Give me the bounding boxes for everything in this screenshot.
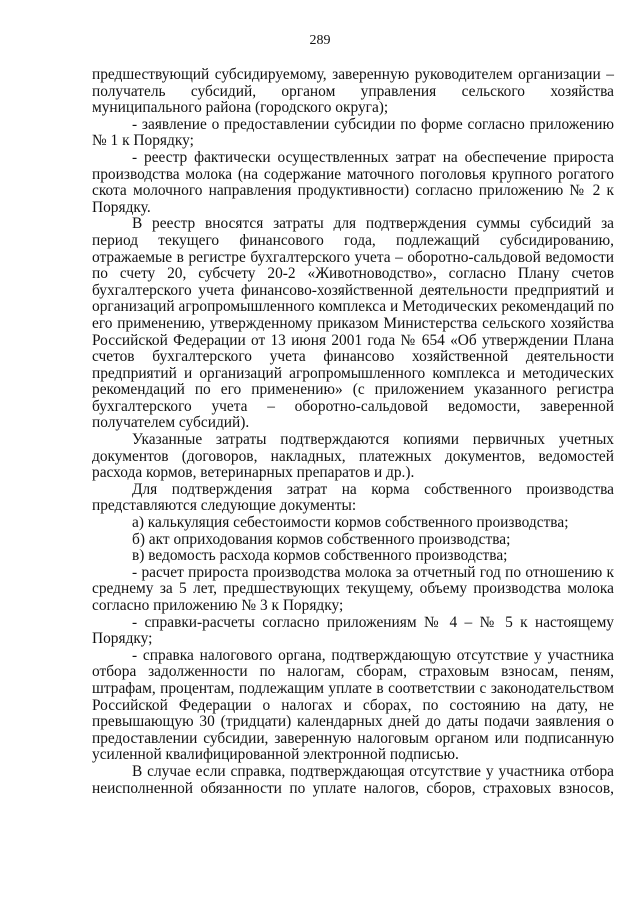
paragraph-milk-growth-calculation: - расчет прироста производства молока за отчетный год по отношению к среднему за 5 лет, предшествующих текущему, объему производства молока согласно приложению № 3 к Порядку;: [92, 563, 614, 614]
document-body: [92, 67, 614, 797]
paragraph-tax-certificate-case: В случае если справка, подтверждающая отсутствие у участника отбора неисполненной обязанности по уплате налогов, сборов, страховых взносов,: [92, 762, 614, 797]
list-item-feed-consumption: в) ведомость расхода кормов собственного производства;: [132, 547, 508, 565]
paragraph-cost-register: - реестр фактически осуществленных затрат на обеспечение прироста производства молока (на содержание маточного поголовья крупного рогатого скота молочного направления продуктивности) согласно приложению № 2 к Порядку.: [92, 148, 614, 216]
paragraph-tax-certificate: - справка налогового органа, подтверждающую отсутствие у участника отбора задолженности по налогам, сборам, страховым взносам, пеням, штрафам, процентам, подлежащим уплате в соответствии с законодательством Российской Федерации о налогах и сборах, по состоянию на дату, не превышающую 30 (тридцати) календарных дней до даты подачи заявления о предоставлении субсидии, заверенную налоговым органом или подписанную усиленной квалифицированной электронной подписью.: [92, 646, 614, 764]
paragraph-calculation-certificates: - справки-расчеты согласно приложениям № 4 – № 5 к настоящему Порядку;: [92, 613, 614, 648]
page-number: 289: [309, 33, 331, 48]
list-item-feed-receipt-act: б) акт оприходования кормов собственного производства;: [132, 530, 511, 548]
paragraph-applicant-certification: предшествующий субсидируемому, заверенную руководителем организации – получатель субсидий, органом управления сельского хозяйства муниципального района (городского округа);: [92, 66, 614, 117]
paragraph-feed-costs-intro: Для подтверждения затрат на корма собственного производства представляются следующие документы:: [92, 480, 614, 515]
list-item-feed-calculation: а) калькуляция себестоимости кормов собственного производства;: [132, 514, 569, 532]
paragraph-application-form: - заявление о предоставлении субсидии по форме согласно приложению № 1 к Порядку;: [92, 115, 614, 150]
paragraph-cost-documents: Указанные затраты подтверждаются копиями первичных учетных документов (договоров, накладных, платежных документов, ведомостей расхода кормов, ветеринарных препаратов и др.).: [92, 431, 614, 482]
paragraph-register-costs: В реестр вносятся затраты для подтверждения суммы субсидий за период текущего финансового года, подлежащий субсидированию, отражаемые в регистре бухгалтерского учета – оборотно-сальдовой ведомости по счету 20, субсчету 20-2 «Животноводство», согласно Плану счетов бухгалтерского учета финансово-хозяйственной деятельности предприятий и организаций агропромышленного комплекса и Методических рекомендаций по его применению, утвержденному приказом Министерства сельского хозяйства Российской Федерации от 13 июня 2001 года № 654 «Об утверждении Плана счетов бухгалтерского учета финансово хозяйственной деятельности предприятий и организаций агропромышленного комплекса и методических рекомендаций по его применению» (с приложением указанного регистра бухгалтерского учета – оборотно-сальдовой ведомости, заверенной получателем субсидий).: [92, 215, 614, 432]
